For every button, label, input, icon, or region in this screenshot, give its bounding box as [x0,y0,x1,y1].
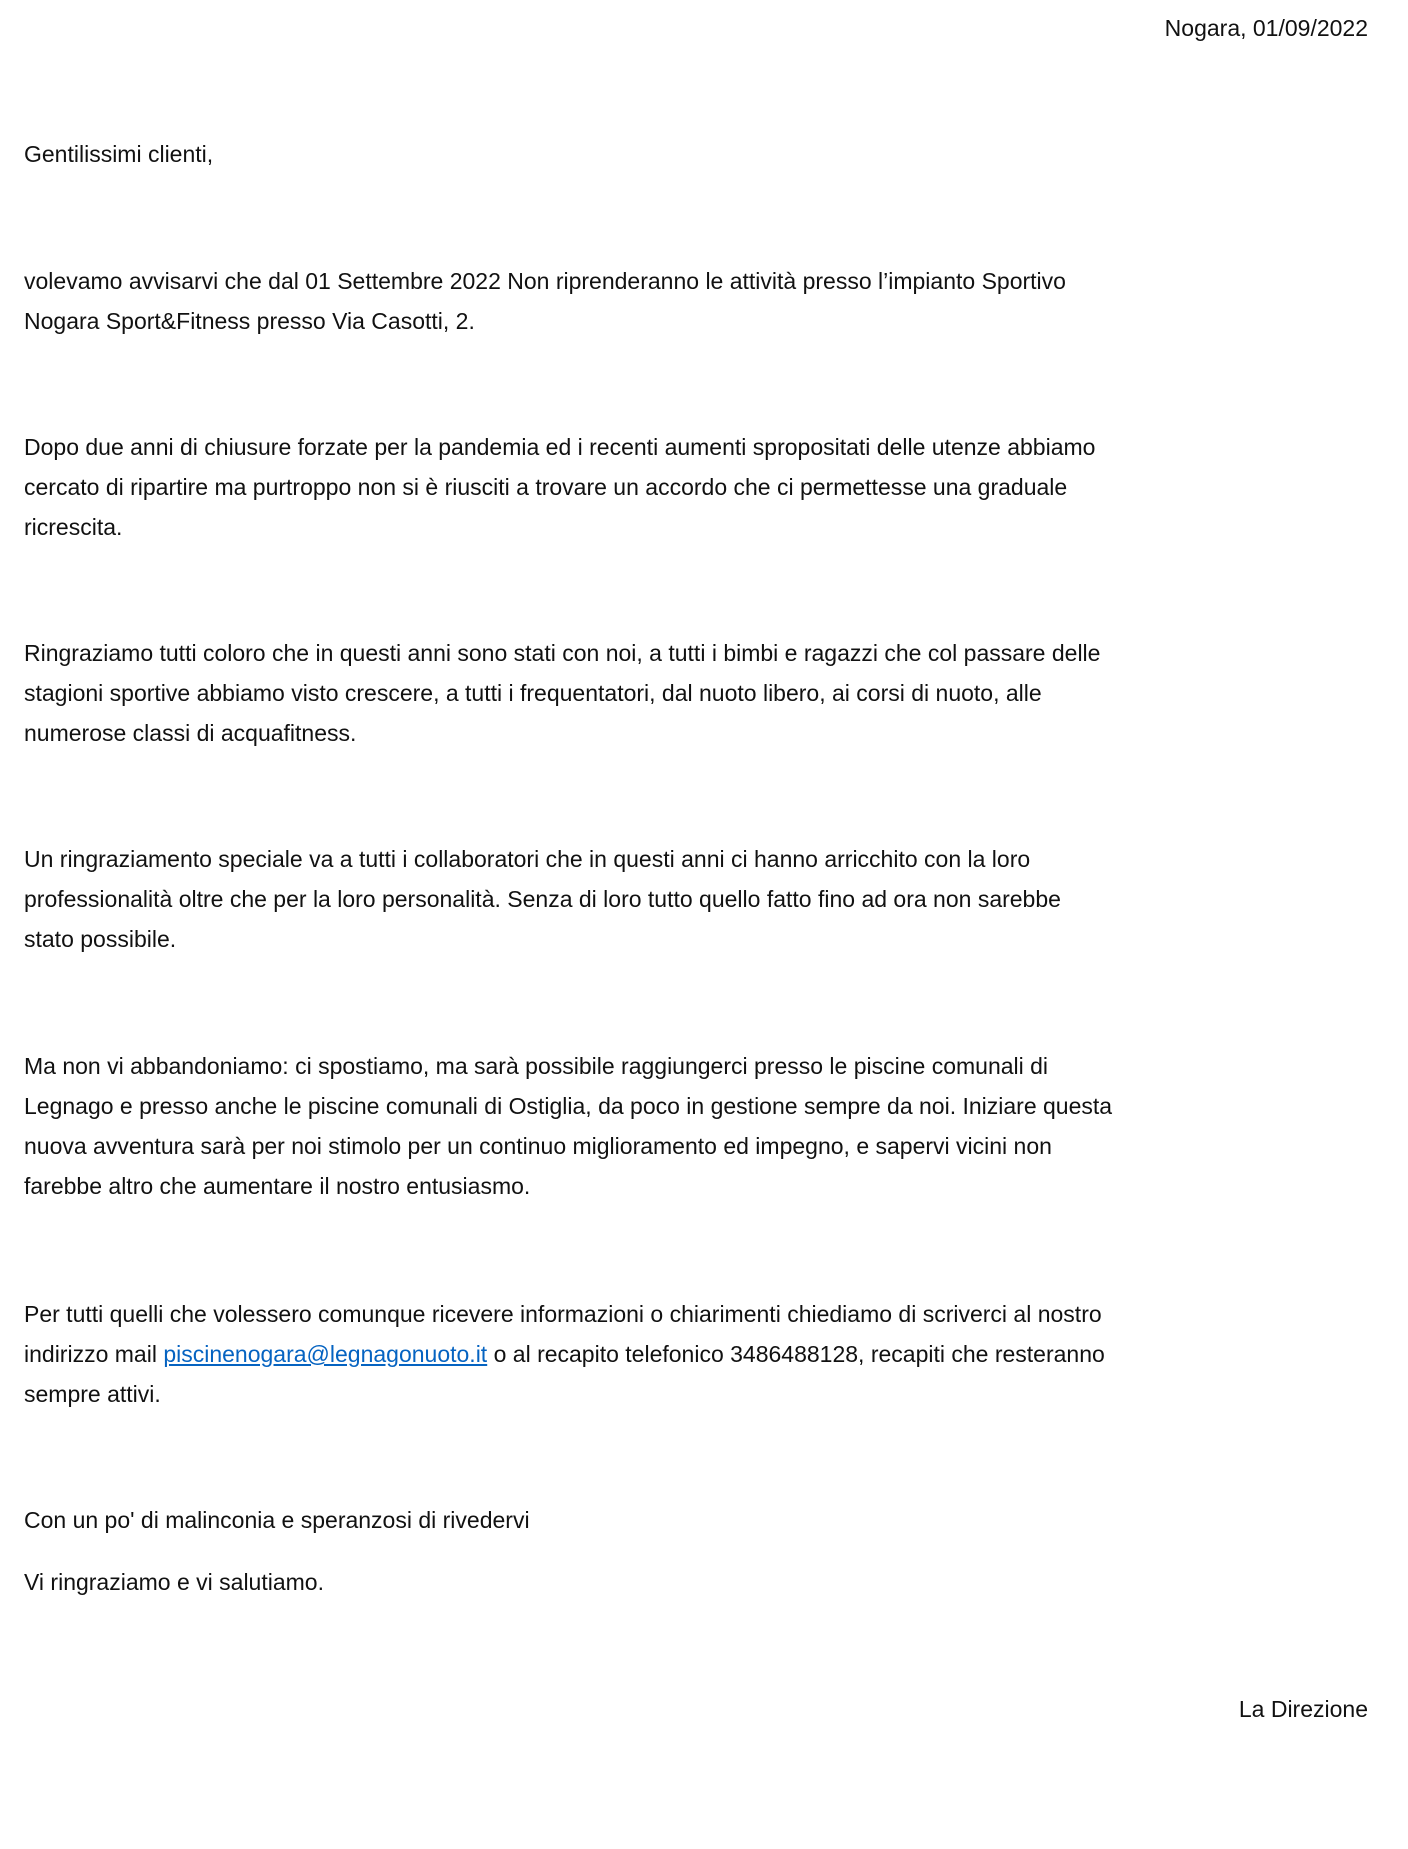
closing-line-2 [24,1562,1384,1602]
signature-text: La Direzione [1238,1696,1368,1722]
paragraph-line: numerose classi di acquafitness. [24,720,357,746]
paragraph-line: Nogara Sport&Fitness presso Via Casotti, 2. [24,308,475,334]
paragraph-reasons [24,427,1384,547]
email-lead-text: indirizzo mail [24,1341,164,1367]
paragraph-line: Un ringraziamento speciale va a tutti i collaboratori che in questi anni ci hanno arricchito con la loro [24,846,1031,872]
paragraph-line: ricrescita. [24,514,123,540]
paragraph-line: Legnago e presso anche le piscine comunali di Ostiglia, da poco in gestione sempre da noi. Iniziare questa [24,1093,1113,1119]
paragraph-line: sempre attivi. [24,1381,161,1407]
date-text: Nogara, 01/09/2022 [1164,15,1368,41]
paragraph-line: stagioni sportive abbiamo visto crescere, a tutti i frequentatori, dal nuoto libero, ai corsi di nuoto, alle [24,680,1042,706]
signature [1239,1689,1368,1729]
paragraph-closure-notice [24,261,1384,341]
paragraph-line: cercato di ripartire ma purtroppo non si è riusciti a trovare un accordo che ci permettesse una graduale [24,474,1068,500]
email-link[interactable]: piscinenogara@legnagonuoto.it [163,1341,488,1367]
phone-text: o al recapito telefonico 3486488128, recapiti che resteranno [487,1341,1105,1367]
paragraph-thanks-clients [24,633,1384,753]
paragraph-line: Ringraziamo tutti coloro che in questi anni sono stati con noi, a tutti i bimbi e ragazzi che col passare delle [24,640,1101,666]
paragraph-contacts [24,1294,1384,1414]
greeting-text: Gentilissimi clienti, [24,141,214,167]
paragraph-thanks-staff [24,839,1384,959]
closing-text: Vi ringraziamo e vi salutiamo. [24,1569,324,1595]
letter-date [1165,8,1368,48]
paragraph-line: stato possibile. [24,926,177,952]
paragraph-line: farebbe altro che aumentare il nostro entusiasmo. [24,1173,531,1199]
closing-line-1 [24,1500,1384,1540]
paragraph-line-with-email [24,1334,1384,1374]
greeting [24,134,1384,174]
paragraph-new-locations [24,1046,1384,1206]
paragraph-line: Ma non vi abbandoniamo: ci spostiamo, ma sarà possibile raggiungerci presso le piscine comunali di [24,1053,1049,1079]
paragraph-line: volevamo avvisarvi che dal 01 Settembre 2022 Non riprenderanno le attività presso l’impianto Sportivo [24,268,1066,294]
paragraph-line: nuova avventura sarà per noi stimolo per un continuo miglioramento ed impegno, e sapervi vicini non [24,1133,1052,1159]
paragraph-line: professionalità oltre che per la loro personalità. Senza di loro tutto quello fatto fino ad ora non sarebbe [24,886,1061,912]
paragraph-line: Per tutti quelli che volessero comunque ricevere informazioni o chiarimenti chiediamo di scriverci al nostro [24,1301,1102,1327]
closing-text: Con un po' di malinconia e speranzosi di rivedervi [24,1507,530,1533]
paragraph-line: Dopo due anni di chiusure forzate per la pandemia ed i recenti aumenti spropositati delle utenze abbiamo [24,434,1096,460]
